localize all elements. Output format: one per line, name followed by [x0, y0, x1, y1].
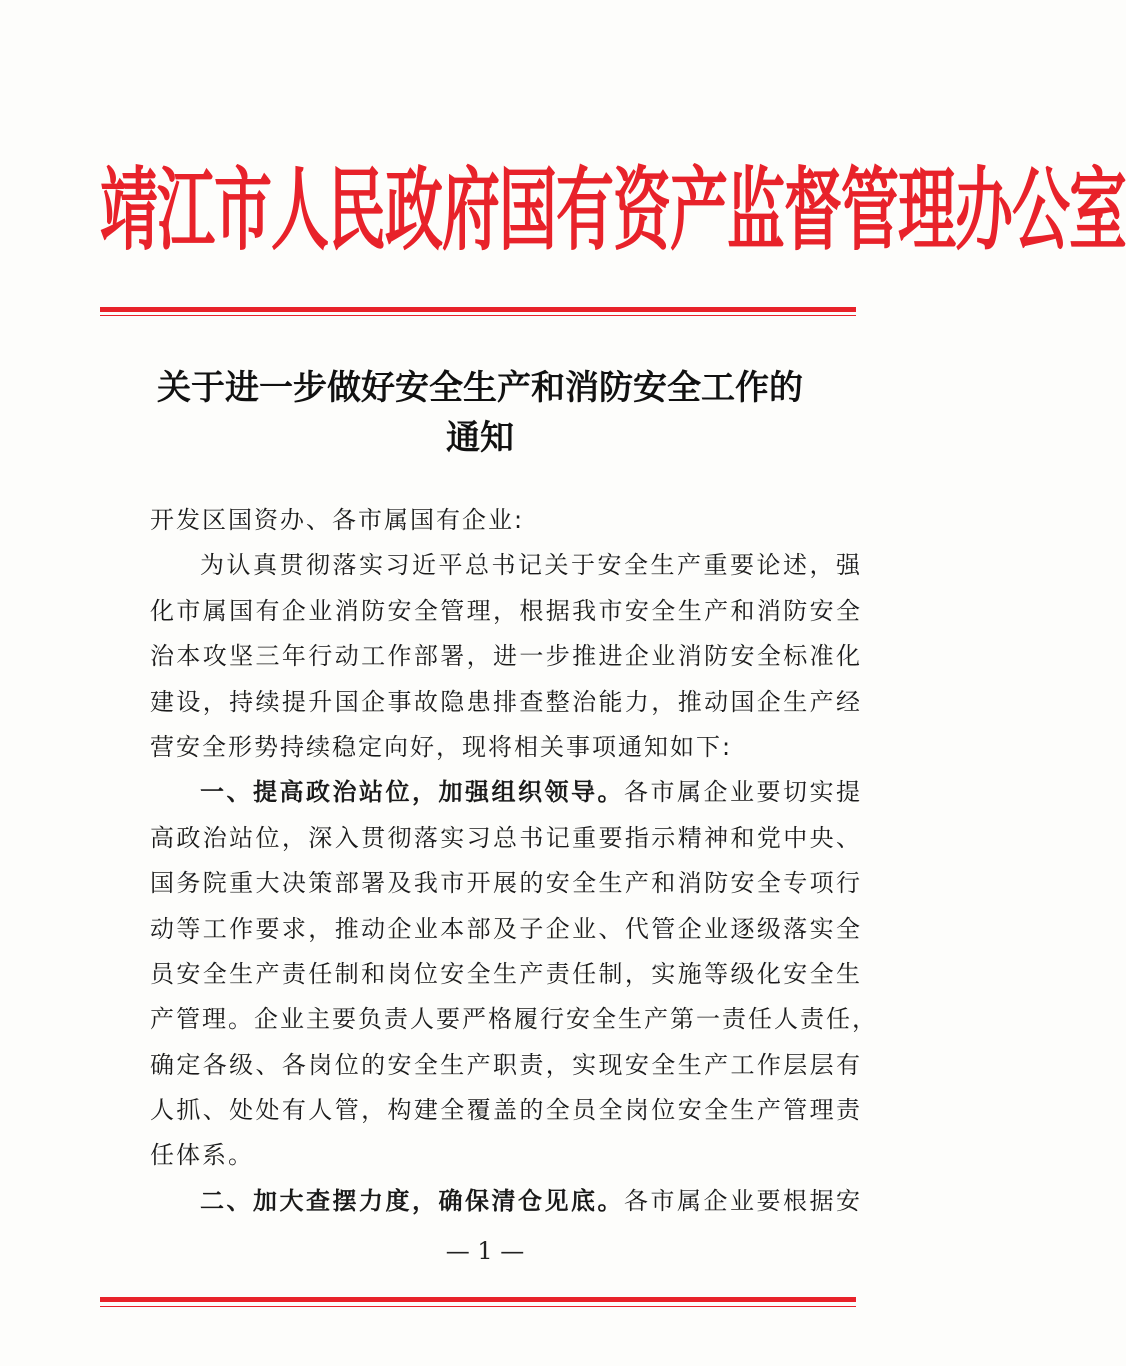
section-1-heading: 一、提高政治站位，加强组织领导。	[200, 778, 624, 807]
header-red-rule	[100, 307, 856, 312]
organization-header: 靖江市人民政府国有资产监督管理办公室	[100, 157, 1126, 263]
footer-red-rule	[100, 1297, 856, 1302]
section-1-first-line	[150, 770, 862, 815]
addressee: 开发区国资办、各市属国有企业:	[150, 506, 525, 534]
intro-line: 化市属国有企业消防安全管理，根据我市安全生产和消防安全	[150, 596, 862, 625]
section-1-line: 确定各级、各岗位的安全生产职责，实现安全生产工作层层有	[150, 1050, 862, 1079]
document-body	[150, 498, 878, 1224]
intro-line: 治本攻坚三年行动工作部署，进一步推进企业消防安全标准化	[150, 642, 862, 671]
footer-red-rule-thin	[100, 1306, 856, 1307]
page-number: — 1 —	[445, 1237, 525, 1265]
intro-line: 建设，持续提升国企事故隐患排查整治能力，推动国企生产经	[150, 687, 862, 716]
section-1-line: 国务院重大决策部署及我市开展的安全生产和消防安全专项行	[150, 869, 862, 898]
section-1-line: 任体系。	[150, 1141, 254, 1170]
header-red-rule-thin	[100, 315, 856, 316]
section-2-first-line	[150, 1179, 862, 1224]
document-title-line-1: 关于进一步做好安全生产和消防安全工作的	[157, 368, 803, 408]
section-2-text: 各市属企业要根据安	[624, 1186, 862, 1215]
section-1-line: 员安全生产责任制和岗位安全生产责任制，实施等级化安全生	[150, 959, 862, 988]
document-title-line-2: 通知	[446, 418, 514, 458]
section-2-heading: 二、加大查摆力度，确保清仓见底。	[200, 1186, 624, 1215]
section-1-text: 各市属企业要切实提	[624, 778, 862, 807]
intro-line: 为认真贯彻落实习近平总书记关于安全生产重要论述，强	[200, 551, 862, 580]
section-1-line: 人抓、处处有人管，构建全覆盖的全员全岗位安全生产管理责	[150, 1096, 862, 1125]
section-1-line: 产管理。企业主要负责人要严格履行安全生产第一责任人责任，	[150, 1005, 878, 1034]
section-1-line: 高政治站位，深入贯彻落实习总书记重要指示精神和党中央、	[150, 823, 862, 852]
intro-line: 营安全形势持续稳定向好，现将相关事项通知如下:	[150, 732, 733, 761]
section-1-line: 动等工作要求，推动企业本部及子企业、代管企业逐级落实全	[150, 914, 862, 943]
